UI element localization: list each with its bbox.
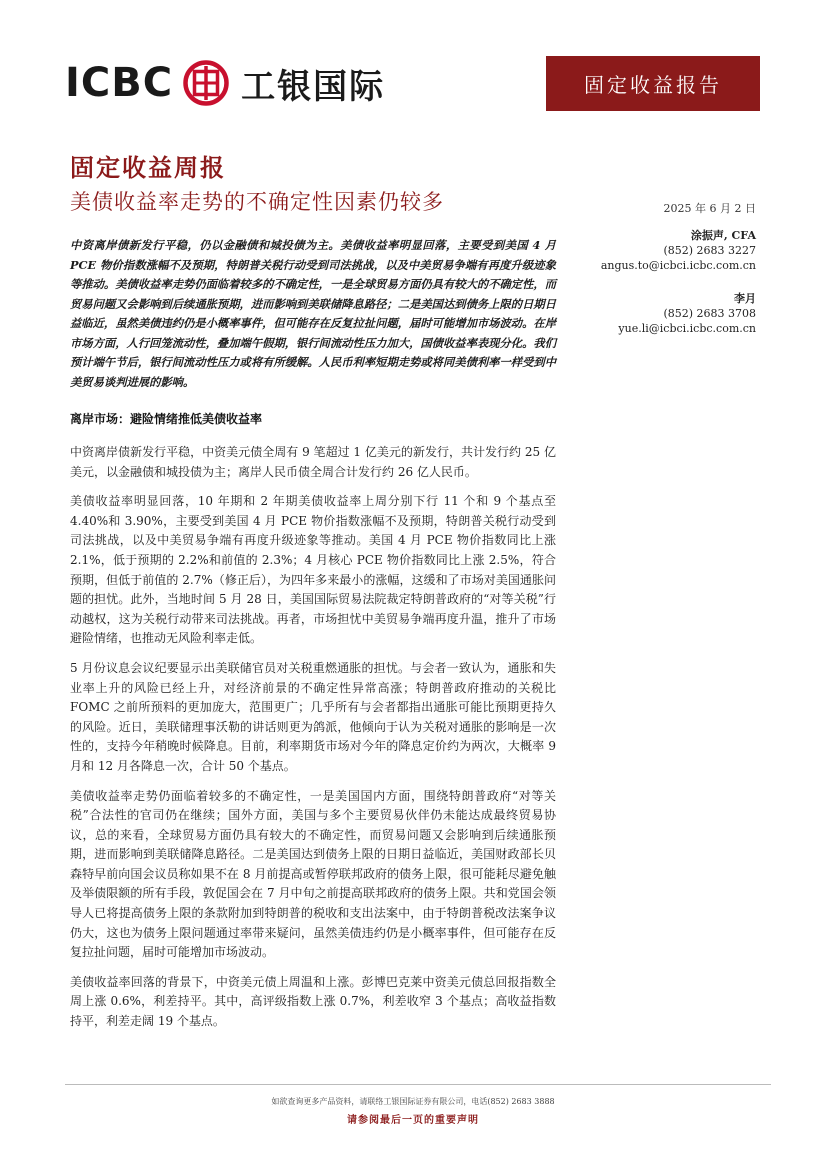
- author-name: 涂振声, CFA: [690, 229, 756, 242]
- icbc-seal-icon: [183, 60, 229, 106]
- footer-disclaimer: 请参阅最后一页的重要声明: [347, 1115, 479, 1126]
- author-block: [556, 228, 756, 336]
- author-phone: (852) 2683 3227: [663, 244, 756, 257]
- footer-divider: [65, 1084, 771, 1085]
- footer-contact: 如欲查询更多产品资料，请联络工银国际证券有限公司，电话(852) 2683 3888: [271, 1097, 555, 1106]
- author-email[interactable]: yue.li@icbci.icbc.com.cn: [618, 322, 756, 335]
- report-date: 2025 年 6 月 2 日: [663, 202, 756, 215]
- body-paragraph: 中资离岸债新发行平稳，中资美元债全周有 9 笔超过 1 亿美元的新发行，共计发行约 25 亿美元，以金融债和城投债为主；离岸人民币债全周合计发行约 26 亿人民币。: [70, 445, 556, 479]
- body-paragraph: 美债收益率回落的背景下，中资美元债上周温和上涨。彭博巴克莱中资美元债总回报指数全周上涨 0.6%，利差持平。其中，高评级指数上涨 0.7%，利差收窄 3 个基点；高收益指数持平，利差走阔 19 个基点。: [70, 974, 556, 1029]
- executive-summary: 中资离岸债新发行平稳，仍以金融债和城投债为主。美债收益率明显回落，主要受到美国 4 月 PCE 物价指数涨幅不及预期，特朗普关税行动受到司法挑战，以及中美贸易争端有再度升级迹象等推动。美债收益率走势仍面临着较多的不确定性，一是全球贸易方面仍具有较大的不确定性，而贸易问题又会影响到后续通胀预期，进而影响到美联储降息路径；二是美国达到债务上限的日期日益临近，虽然美债违约仍是小概率事件，但可能存在反复拉扯问题，届时可能增加市场波动。在岸市场方面，人行回笼流动性，叠加端午假期，银行间流动性压力加大，国债收益率表现分化。我们预计端午节后，银行间流动性压力或将有所缓解。人民币利率短期走势或将同美债利率一样受到中美贸易谈判进展的影响。: [70, 238, 556, 389]
- report-type-banner: 固定收益报告: [546, 56, 760, 111]
- report-title: 固定收益周报: [70, 153, 226, 182]
- body-paragraph: 5 月份议息会议纪要显示出美联储官员对关税重燃通胀的担忧。与会者一致认为，通胀和失业率上升的风险已经上升，对经济前景的不确定性异常高涨；特朗普政府推动的关税比 FOMC 之前所预料的更加庞大，范围更广；几乎所有与会者都指出通胀可能比预期更持久的风险。近日，美联储理事沃勒的讲话则更为鸽派，他倾向于认为关税对通胀的影响是一次性的，支持今年稍晚时候降息。目前，利率期货市场对今年的降息定价约为两次，大概率 9 月和 12 月各降息一次，合计 50 个基点。: [70, 660, 556, 773]
- company-logo: [65, 60, 385, 106]
- body-paragraph: 美债收益率走势仍面临着较多的不确定性，一是美国国内方面，围绕特朗普政府“对等关税”合法性的官司仍在继续；国外方面，美国与多个主要贸易伙伴仍未能达成最终贸易协议，总的来看，全球贸易方面仍具有较大的不确定性，而贸易问题又会影响到后续通胀预期，进而影响到美联储降息路径。二是美国达到债务上限的日期日益临近，美国财政部长贝森特早前向国会议员称如果不在 8 月前提高或暂停联邦政府的债务上限，很可能耗尽避免触及举债限额的所有手段，敦促国会在 7 月中旬之前提高联邦政府的债务上限。共和党国会领导人已将提高债务上限的条款附加到特朗普的税收和支出法案中，由于特朗普税改法案争议仍大，这也为债务上限问题通过率带来疑问，虽然美债违约仍是小概率事件，但可能存在反复拉扯问题，届时可能增加市场波动。: [70, 788, 556, 960]
- body-paragraph: 美债收益率明显回落，10 年期和 2 年期美债收益率上周分别下行 11 个和 9 个基点至 4.40%和 3.90%，主要受到美国 4 月 PCE 物价指数涨幅不及预期，特朗普关税行动受到司法挑战，以及中美贸易争端有再度升级迹象等推动。美国 4 月 PCE 物价指数同比上涨 2.1%，低于预期的 2.2%和前值的 2.3%；4 月核心 PCE 物价指数同比上涨 2.5%，符合预期，但低于前值的 2.7%（修正后），为四年多来最小的涨幅，这缓和了市场对美国通胀问题的担忧。此外，当地时间 5 月 28 日，美国国际贸易法院裁定特朗普政府的“对等关税”行动越权，这为关税行动带来司法挑战。再者，市场担忧中美贸易争端再度升温，推升了市场避险情绪，也推动无风险利率走低。: [70, 494, 556, 646]
- author-email[interactable]: angus.to@icbci.icbc.com.cn: [600, 259, 756, 272]
- author-name: 李月: [734, 292, 756, 305]
- author-phone: (852) 2683 3708: [663, 307, 756, 320]
- section-heading: 离岸市场：避险情绪推低美债收益率: [70, 412, 263, 426]
- logo-latin-text: ICBC: [65, 60, 174, 106]
- report-subtitle: 美债收益率走势的不确定性因素仍较多: [70, 190, 444, 214]
- main-content: [70, 410, 556, 1042]
- logo-chinese-text: 工银国际: [241, 66, 386, 107]
